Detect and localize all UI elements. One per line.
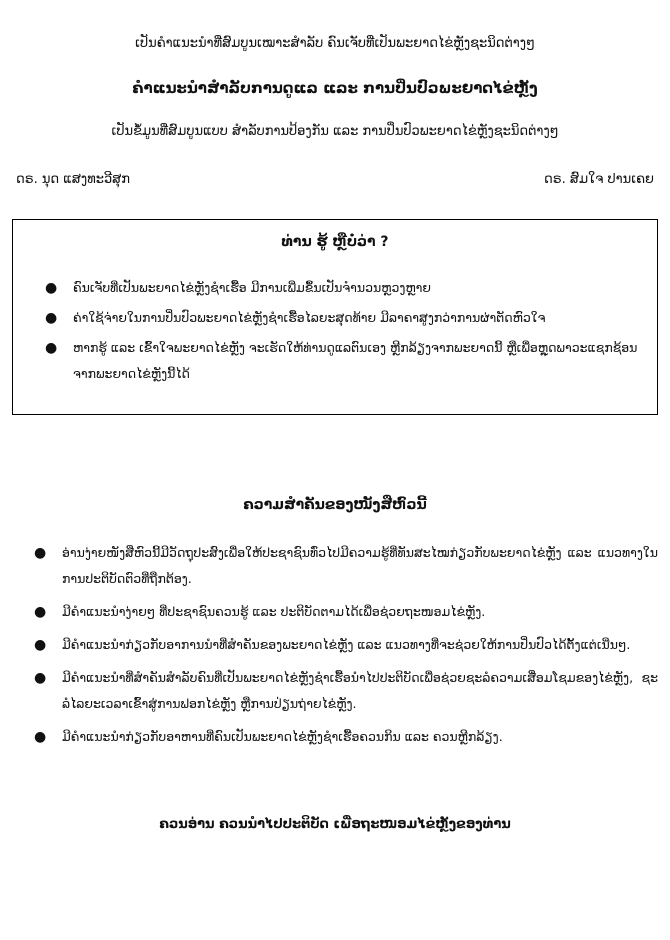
list-item: ● ຫາກຮູ້ ແລະ ເຂົ້າໃຈພະຍາດໄຂ່ຫຼັງ ຈະເຮັດໃຫ້ທ່ານດູແລຕົນເອງ ຫຼີກລ້ຽງຈາກພະຍາດນີ້ ຫຼືເພື່ອຫຼຸດພາວະແຊກຊ້ອນຈາກພະຍາດໄຂ່ຫຼັງນີ້ໄດ້ (73, 335, 643, 387)
closing-note: ຄວນອ່ານ ຄວນນໍາໄປປະຕິບັດ ເພື່ອຖະໜອມໄຂ່ຫຼັງຂອງທ່ານ (159, 817, 511, 832)
list-item: ● ຄ່າໃຊ້ຈ່າຍໃນການປິ່ນປົວພະຍາດໄຂ່ຫຼັງຊໍາເຮື້ອໄລຍະສຸດທ້າຍ ມີລາຄາສູງກວ່າການຜ່າຕັດຫົວໃຈ (73, 305, 643, 331)
did-you-know-title: ທ່ານ ຮູ້ ຫຼືບໍ່ວ່າ ? (281, 234, 389, 250)
bullet-dot-icon: ● (45, 310, 58, 326)
list-item: ● ມີຄໍາແນະນໍາງ່າຍໆ ທີ່ປະຊາຊົນຄວນຮູ້ ແລະ ປະຕິບັດຕາມໄດ້ເພື່ອຊ່ວຍຖະໜອມໄຂ່ຫຼັງ. (62, 599, 658, 625)
importance-list (34, 540, 658, 757)
list-item: ● ມີຄໍາແນະນໍາທີ່ສໍາຄັນສໍາລັບຄົນທີ່ເປັນພະຍາດໄຂ່ຫຼັງຊໍາເຮື້ອນໍາໄປປະຕິບັດເພື່ອຊ່ວຍຊະລໍຄວາມເສື່ອມໂຊມຂອງໄຂ່ຫຼັງ, ຊະລໍໄລຍະເວລາເຂົ້າສູ່ການຟອກໄຂ່ຫຼັງ ຫຼືການປ່ຽນຖ່າຍໄຂ່ຫຼັງ. (62, 665, 658, 717)
bullet-dot-icon: ● (45, 280, 58, 296)
importance-heading: ຄວາມສໍາຄັນຂອງໜັງສືຫົວນີ້ (243, 497, 427, 513)
bullet-dot-icon: ● (34, 604, 47, 620)
document-subtitle: ເປັນຄໍາແນະນໍາທີ່ສົມບູນເໝາະສໍາລັບ ຄົນເຈັບທີ່ເປັນພະຍາດໄຂ່ຫຼັງຊະນິດຕ່າງໆ (135, 36, 535, 51)
bullet-dot-icon: ● (34, 545, 47, 561)
document-title: ຄໍາແນະນໍາສໍາລັບການດູແລ ແລະ ການປິ່ນປົວພະຍາດໄຂ່ຫຼັງ (132, 79, 538, 97)
bullet-dot-icon: ● (34, 729, 47, 745)
list-item: ● ອ່ານງ່າຍໜັງສືຫົວນີ້ມີວັດຖຸປະສົງເພື່ອໃຫ້ປະຊາຊົນທົ່ວໄປມີຄວາມຮູ້ທີ່ທັນສະໄໝກ່ຽວກັບພະຍາດໄຂ່ຫຼັງ ແລະ ແນວທາງໃນການປະຕິບັດຕົວທີ່ຖືກຕ້ອງ. (62, 540, 658, 592)
did-you-know-list (45, 275, 643, 391)
list-item: ● ມີຄໍາແນະນໍາກ່ຽວກັບອາຫານທີ່ຄົນເປັນພະຍາດໄຂ່ຫຼັງຊໍາເຮື້ອຄວນກິນ ແລະ ຄວນຫຼີກລ້ຽງ. (62, 724, 658, 750)
author-left: ດຣ. ນຸດ ແສງທະວີສຸກ (16, 172, 131, 187)
bullet-dot-icon: ● (45, 340, 58, 356)
list-item: ● ຄົນເຈັບທີ່ເປັນພະຍາດໄຂ່ຫຼັງຊໍາເຮື້ອ ມີການເພີ່ມຂຶ້ນເປັນຈໍານວນຫຼວງຫຼາຍ (73, 275, 643, 301)
did-you-know-box (12, 219, 658, 415)
bullet-dot-icon: ● (34, 670, 47, 686)
bullet-dot-icon: ● (34, 637, 47, 653)
document-description: ເປັນຂໍ້ມູນທີ່ສົມບູນແບບ ສໍາລັບການປ້ອງກັນ ແລະ ການປິ່ນປົວພະຍາດໄຂ່ຫຼັງຊະນິດຕ່າງໆ (111, 124, 559, 139)
author-right: ດຣ. ສົມໃຈ ປານເຄຍ (544, 172, 654, 187)
list-item: ● ມີຄໍາແນະນໍາກ່ຽວກັບອາການນໍາທີ່ສໍາຄັນຂອງພະຍາດໄຂ່ຫຼັງ ແລະ ແນວທາງທີ່ຈະຊ່ວຍໃຫ້ການປິ່ນປົວໄດ້ຕັ້ງແຕ່ເນີ່ນໆ. (62, 632, 658, 658)
